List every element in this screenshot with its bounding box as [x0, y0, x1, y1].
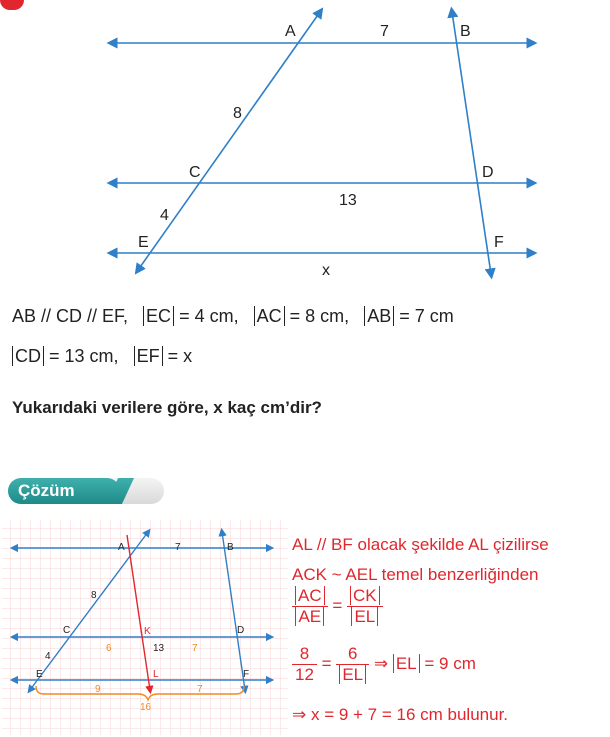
implies-arrow-icon: ⇒	[373, 653, 389, 673]
fraction-ck-el	[347, 586, 383, 627]
given-ec-segment: EC	[143, 306, 174, 326]
fraction-den-el-2: EL	[339, 665, 366, 684]
figure-2	[0, 518, 290, 737]
result-el-segment: EL	[393, 654, 420, 673]
sol-length-ec: 4	[45, 651, 51, 662]
sol-length-el: 9	[95, 684, 101, 695]
length-ac: 8	[233, 105, 242, 122]
given-ac-segment: AC	[254, 306, 285, 326]
solution-badge	[8, 478, 120, 504]
given-line-1	[12, 306, 454, 327]
fraction-num-6: 6	[336, 644, 369, 665]
label-f: F	[494, 234, 504, 251]
sol-label-b: B	[227, 542, 234, 553]
given-ab-segment: AB	[364, 306, 394, 326]
sol-label-l: L	[153, 669, 159, 680]
figure-1	[0, 0, 610, 290]
solution-badge-label: Çözüm	[18, 481, 75, 500]
sol-label-a: A	[118, 542, 125, 553]
solution-line-1: AL // BF olacak şekilde AL çizilirse	[292, 535, 549, 554]
length-cd: 13	[339, 192, 357, 209]
label-e: E	[138, 234, 149, 251]
given-ef-value: = x	[167, 346, 193, 366]
equals-sign-1: =	[332, 595, 343, 615]
sol-label-c: C	[63, 625, 71, 636]
fraction-den-ae: AE	[295, 607, 324, 626]
fraction-6-el	[336, 644, 369, 685]
given-ec-value: = 4 cm,	[179, 306, 239, 326]
length-ab: 7	[380, 23, 389, 40]
sol-length-kd: 7	[192, 643, 198, 654]
label-b: B	[460, 23, 471, 40]
label-d: D	[482, 164, 494, 181]
solution-proportion-2	[292, 644, 476, 685]
sol-length-ac: 8	[91, 590, 97, 601]
sol-label-f: F	[243, 669, 250, 680]
sol-length-kd-total: 13	[153, 643, 165, 654]
sol-label-k: K	[144, 626, 151, 637]
sol-label-d: D	[237, 625, 245, 636]
label-c: C	[189, 164, 201, 181]
fraction-ac-ae	[292, 586, 328, 627]
sol-label-e: E	[36, 669, 43, 680]
equals-sign-2: =	[321, 653, 332, 673]
fraction-8-12	[292, 644, 317, 685]
given-cd-segment: CD	[12, 346, 44, 366]
fraction-num-ck: CK	[350, 586, 380, 605]
given-ac-value: = 8 cm,	[289, 306, 350, 326]
solution-line-2: ACK ~ AEL temel benzerliğinden	[292, 565, 539, 584]
sol-length-lf: 7	[197, 684, 203, 695]
fraction-den-12: 12	[295, 665, 314, 684]
length-ef: x	[322, 262, 330, 279]
sol-length-ck: 6	[106, 643, 112, 654]
transversal-bf	[452, 12, 491, 274]
given-parallel: AB // CD // EF,	[12, 306, 129, 326]
label-a: A	[285, 23, 296, 40]
solution-proportion-1	[292, 586, 383, 627]
fraction-num-8: 8	[292, 644, 317, 665]
sol-length-ab: 7	[175, 542, 181, 553]
fraction-num-ac: AC	[295, 586, 325, 605]
given-line-2	[12, 346, 192, 367]
given-cd-value: = 13 cm,	[49, 346, 119, 366]
result-el-value: = 9 cm	[424, 653, 476, 673]
transversal-ae	[138, 12, 320, 270]
question-text: Yukarıdaki verilere göre, x kaç cm’dir?	[12, 398, 322, 417]
given-ef-segment: EF	[134, 346, 163, 366]
sol-length-ef: 16	[140, 702, 152, 713]
given-ab-value: = 7 cm	[399, 306, 454, 326]
length-ec: 4	[160, 207, 169, 224]
fraction-den-el: EL	[351, 607, 378, 626]
solution-final: ⇒ x = 9 + 7 = 16 cm bulunur.	[292, 705, 509, 724]
